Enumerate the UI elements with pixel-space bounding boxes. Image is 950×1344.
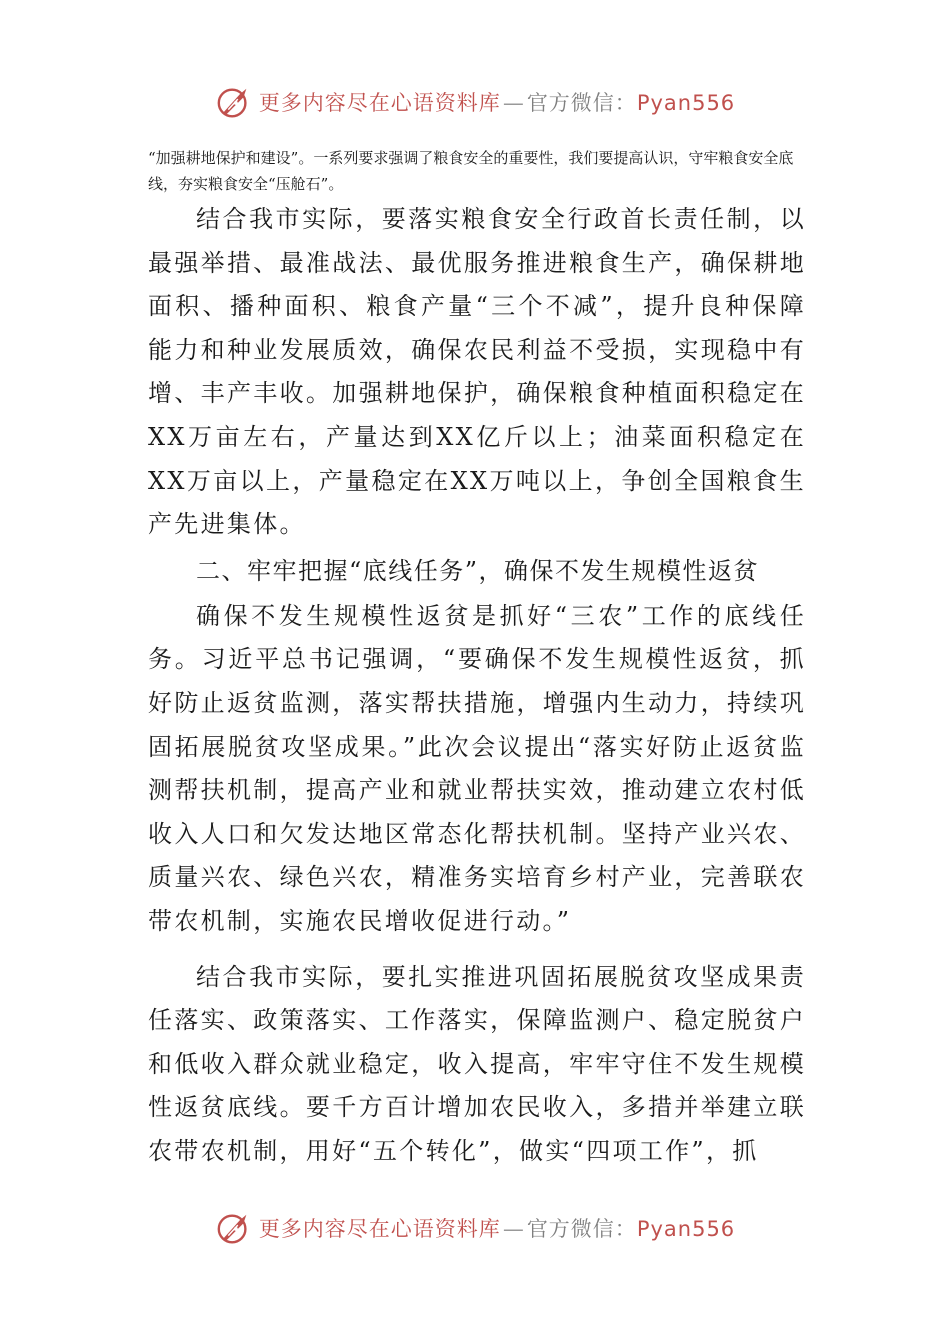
- paragraph: 结合我市实际，要落实粮食安全行政首长责任制，以最强举措、最准战法、最优服务推进粮食生产，确保耕地面积、播种面积、粮食产量“三个不减”，提升良种保障能力和种业发展质效，确保农民利益不受损，实现稳中有增、丰产丰收。加强耕地保护，确保粮食种植面积稳定在XX万亩左右，产量达到XX亿斤以上；油菜面积稳定在XX万亩以上，产量稳定在XX万吨以上，争创全国粮食生产先进集体。: [148, 205, 806, 539]
- header-banner: [0, 82, 950, 122]
- banner-text: 更多内容尽在心语资料库—官方微信：Pyan556: [258, 91, 736, 115]
- banner-text: 更多内容尽在心语资料库—官方微信：Pyan556: [258, 1217, 736, 1241]
- pen-nib-logo-icon: [215, 1209, 253, 1247]
- pen-nib-logo-icon: [215, 83, 253, 121]
- footer-banner: [0, 1208, 950, 1248]
- carryover-paragraph: “加强耕地保护和建设”。一系列要求强调了粮食安全的重要性，我们要提高认识，守牢粮食安全底线，夯实粮食安全“压舱石”。: [148, 149, 794, 193]
- paragraph: 结合我市实际，要扎实推进巩固拓展脱贫攻坚成果责任落实、政策落实、工作落实，保障监测户、稳定脱贫户和低收入群众就业稳定，收入提高，牢牢守住不发生规模性返贫底线。要千方百计增加农民收入，多措并举建立联农带农机制，用好“五个转化”，做实“四项工作”，抓: [148, 962, 806, 1165]
- paragraph: 确保不发生规模性返贫是抓好“三农”工作的底线任务。习近平总书记强调，“要确保不发生规模性返贫，抓好防止返贫监测，落实帮扶措施，增强内生动力，持续巩固拓展脱贫攻坚成果。”此次会议提出“落实好防止返贫监测帮扶机制，提高产业和就业帮扶实效，推动建立农村低收入人口和欠发达地区常态化帮扶机制。坚持产业兴农、质量兴农、绿色兴农，精准务实培育乡村产业，完善联农带农机制，实施农民增收促进行动。”: [148, 601, 806, 935]
- document-body: [148, 198, 806, 1173]
- section-heading: 二、牢牢把握“底线任务”，确保不发生规模性返贫: [196, 556, 760, 585]
